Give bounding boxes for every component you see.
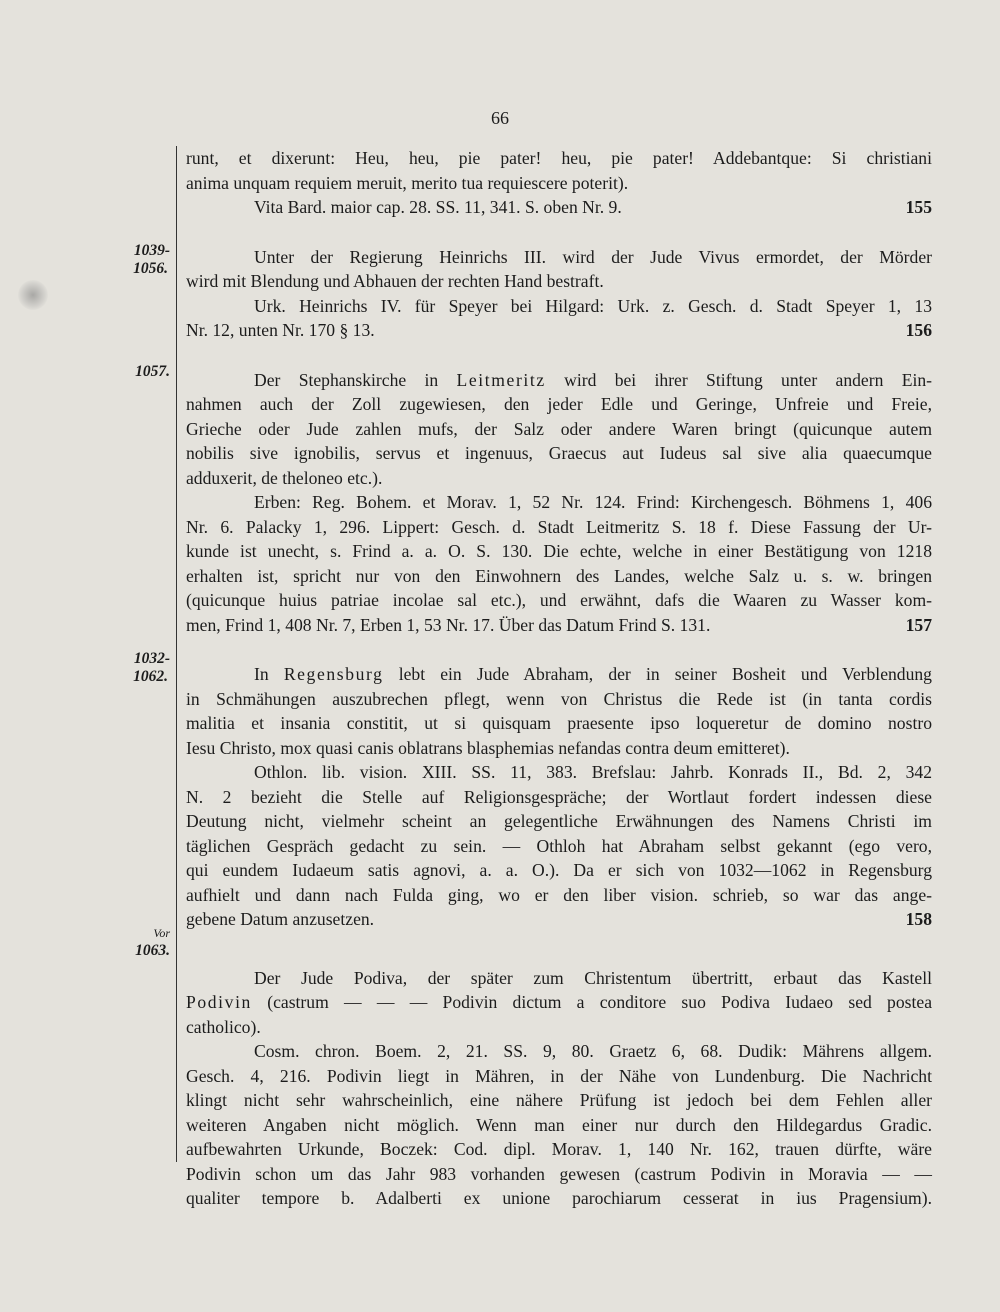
entry-number: 156 [905, 320, 932, 340]
text-line: In Regensburg lebt ein Jude Abraham, der in seiner Bosheit und Verblendung [254, 664, 932, 684]
entry-number: 157 [905, 614, 932, 635]
place-name: Podivin [186, 992, 252, 1012]
text-line: in Schmähungen auszubrechen pflegt, wenn von Christus die Rede ist (in tanta cordis [186, 688, 932, 709]
margin-rule [176, 146, 177, 1162]
text-line: Unter der Regierung Heinrichs III. wird der Jude Vivus ermordet, der Mörder [254, 246, 932, 267]
text-line: aufhielt und dann nach Fulda ging, wo er den liber vision. schrieb, so war das ange- [186, 884, 932, 905]
entry-157 [186, 368, 932, 638]
text-line: weiteren Angaben nicht möglich. Wenn man einer nur durch den Hildegardus Gradic. [186, 1114, 932, 1135]
text-line: Deutung nicht, vielmehr scheint an gelegentliche Erwähnungen des Namens Christi im [186, 811, 932, 831]
text-line: nahmen auch der Zoll zugewiesen, den jeder Edle und Geringe, Unfreie und Freie, [186, 394, 932, 414]
text-line: anima unquam requiem meruit, merito tua requiescere poterit). [186, 172, 629, 193]
margin-date-1039-1056: 1039- 1056. [133, 242, 170, 277]
text-line: malitia et insania constitit, ut si quisquam praesente ipso loqueretur de domino nostro [186, 713, 932, 733]
text-line: N. 2 bezieht die Stelle auf Religionsgespräche; der Wortlaut fordert indessen diese [186, 786, 932, 807]
text-line: catholico). [186, 1016, 261, 1037]
text-line: Othlon. lib. vision. XIII. SS. 11, 383. Brefslau: Jahrb. Konrads II., Bd. 2, 342 [254, 762, 932, 782]
entry-156 [186, 245, 932, 343]
entry-podivin [186, 966, 932, 1211]
text-line: Cosm. chron. Boem. 2, 21. SS. 9, 80. Graetz 6, 68. Dudik: Mährens allgem. [254, 1041, 932, 1061]
text-line: täglichen Gespräch gedacht zu sein. — Othloh hat Abraham selbst gekannt (ego vero, [186, 835, 932, 856]
text-line: Der Jude Podiva, der später zum Christentum übertritt, erbaut das Kastell [254, 967, 932, 988]
text-line: Nr. 12, unten Nr. 170 § 13. 156 [186, 318, 932, 343]
margin-date-1057: 1057. [135, 363, 170, 380]
place-name: Leitmeritz [456, 369, 546, 390]
text-line: kunde ist unecht, s. Frind a. a. O. S. 130. Die echte, welche in einer Bestätigung von 1218 [186, 541, 932, 561]
text-line: Der Stephanskirche in Leitmeritz wird bei ihrer Stiftung unter andern Ein- [254, 369, 932, 390]
text-line: adduxerit, de theloneo etc.). [186, 467, 383, 488]
text-line: (quicunque huius patriae incolae sal etc.), und erwähnt, dafs die Waaren zu Wasser kom- [186, 590, 932, 610]
entry-number: 155 [905, 197, 932, 217]
text-line: Grieche oder Jude zahlen mufs, der Salz oder andere Waren bringt (quicunque autem [186, 418, 932, 439]
text-line: aufbewahrten Urkunde, Boczek: Cod. dipl. Morav. 1, 140 Nr. 162, trauen dürfte, wäre [186, 1139, 932, 1159]
text-line: men, Frind 1, 408 Nr. 7, Erben 1, 53 Nr. 17. Über das Datum Frind S. 131. 157 [186, 613, 932, 638]
margin-date-1032-1062: 1032- 1062. [133, 650, 170, 685]
entry-number: 158 [905, 909, 932, 929]
text-line: runt, et dixerunt: Heu, heu, pie pater! heu, pie pater! Addebantque: Si christiani [186, 148, 932, 168]
text-line: Vita Bard. maior cap. 28. SS. 11, 341. S. oben Nr. 9. 155 [186, 195, 932, 220]
text-line: Gesch. 4, 216. Podivin liegt in Mähren, in der Nähe von Lundenburg. Die Nachricht [186, 1065, 932, 1086]
page-number: 66 [491, 108, 509, 128]
text-line: Podivin schon um das Jahr 983 vorhanden gewesen (castrum Podivin in Moravia — — [186, 1163, 932, 1184]
entry-158 [186, 662, 932, 932]
paper-stain [18, 280, 48, 310]
text-line: Urk. Heinrichs IV. für Speyer bei Hilgard: Urk. z. Gesch. d. Stadt Speyer 1, 13 [254, 295, 932, 316]
place-name: Regensburg [283, 664, 384, 684]
main-text [186, 146, 932, 1211]
text-line: qui eundem Iudaeum satis agnovi, a. a. O.). Da er sich von 1032—1062 in Regensburg [186, 860, 932, 880]
text-line: gebene Datum anzusetzen. 158 [186, 907, 932, 932]
text-line: wird mit Blendung und Abhauen der rechten Hand bestraft. [186, 271, 604, 291]
text-line: nobilis sive ignobilis, servus et ingenuus, Graecus aut Iudeus sal sive alia quaecumque [186, 443, 932, 463]
text-line: klingt nicht sehr wahrscheinlich, eine nähere Prüfung ist jedoch bei dem Fehlen aller [186, 1090, 932, 1110]
margin-date-vor-1063: Vor 1063. [135, 926, 170, 959]
entry-155 [186, 146, 932, 220]
text-line: qualiter tempore b. Adalberti ex unione parochiarum cesserat in ius Pragensium). [186, 1188, 932, 1208]
text-line: Nr. 6. Palacky 1, 296. Lippert: Gesch. d. Stadt Leitmeritz S. 18 f. Diese Fassung der Ur- [186, 516, 932, 537]
text-line: Podivin (castrum — — — Podivin dictum a conditore suo Podiva Iudaeo sed postea [186, 992, 933, 1012]
text-line: erhalten ist, spricht nur von den Einwohnern des Landes, welche Salz u. s. w. bringen [186, 565, 932, 586]
text-line: Iesu Christo, mox quasi canis oblatrans blasphemias nefandas contra deum emitteret). [186, 737, 790, 758]
text-line: Erben: Reg. Bohem. et Morav. 1, 52 Nr. 124. Frind: Kirchengesch. Böhmens 1, 406 [254, 492, 932, 512]
